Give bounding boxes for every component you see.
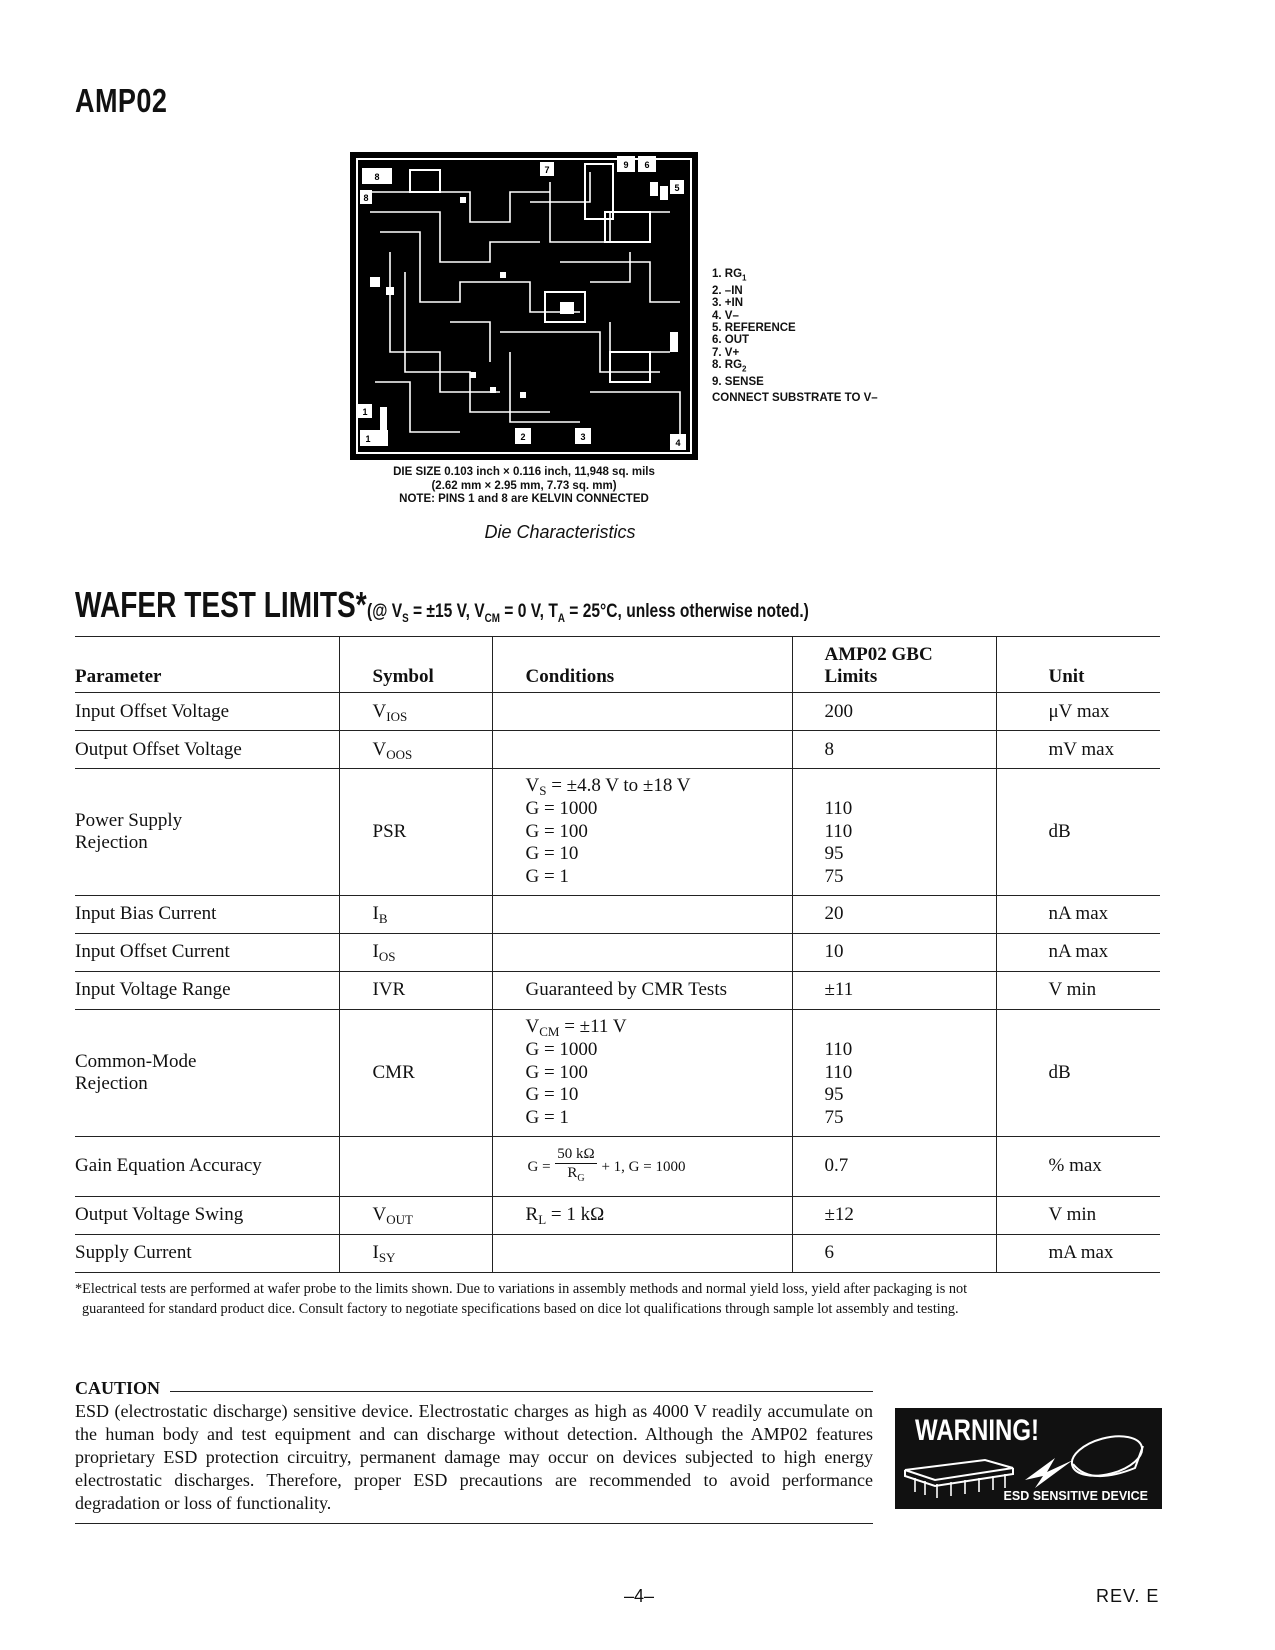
table-footnote: *Electrical tests are performed at wafer probe to the limits shown. Due to variations in assembly methods and normal yield loss, yield after packaging is not guaranteed for standard product dice. Consult factory to negotiate specifications based on dice lot qualifications through sample lot assembly and testing. xyxy=(75,1281,968,1317)
die-pin-label: 4 xyxy=(675,438,681,448)
page-number: –4– xyxy=(623,1586,655,1606)
die-size-mm-line: (2.62 mm × 2.95 mm, 7.73 sq. mm) xyxy=(431,479,617,492)
die-pin-label: 9 xyxy=(623,160,629,170)
die-pin-label: 8 xyxy=(374,172,380,182)
pin-legend-item: 8. $RG_2$ xyxy=(712,359,747,374)
pin-legend-item: 5. REFERENCE xyxy=(712,321,796,334)
table-row: Gain Equation Accuracy G = $\frac{50 k\Omega}{R_G}$ + 1, G = 1000 0.7 % max xyxy=(75,1136,1160,1196)
warning-title: WARNING! xyxy=(915,1414,1039,1447)
col-conditions: Conditions xyxy=(492,637,792,693)
col-symbol: Symbol xyxy=(339,637,492,693)
pin-legend-item: 4. V– xyxy=(712,309,739,322)
caution-rule xyxy=(170,1391,873,1392)
die-pin-label: 7 xyxy=(544,165,550,175)
table-row: Supply Current $I_{SY}$ 6 mA max xyxy=(75,1234,1160,1272)
part-number-header: AMP02 xyxy=(75,82,168,119)
table-row: Input Offset Voltage $V_{IOS}$ 200 μV max xyxy=(75,693,1160,731)
caution-bottom-rule xyxy=(75,1523,873,1524)
table-row: Power Supply Rejection PSR $V_S = \pm 4.8$ V to ±18 V G = 1000 G = 100 G = 10 G = 1 110 110 95 75 dB xyxy=(75,769,1160,896)
wafer-title-text: WAFER TEST LIMITS* xyxy=(75,584,367,625)
caution-heading: CAUTION xyxy=(75,1378,161,1398)
die-pin-label: 3 xyxy=(580,432,586,442)
die-size-line: DIE SIZE 0.103 inch × 0.116 inch, 11,948 sq. mils xyxy=(393,466,655,478)
die-layout-graphic xyxy=(350,152,698,460)
pin-legend-item: 7. V+ xyxy=(712,346,740,359)
wafer-conditions: (@ $V_S = \pm 15$ V, $V_{CM} = 0$ V, $T_A = 25^\circ C$, unless otherwise noted.) xyxy=(367,601,809,625)
pin-legend-item: 2. –IN xyxy=(712,284,743,297)
pin-legend-item: 6. OUT xyxy=(712,334,750,347)
wafer-test-title xyxy=(75,584,906,626)
die-pin-label: 1 xyxy=(362,407,368,417)
die-pin-label: 2 xyxy=(520,432,526,442)
table-header-row xyxy=(75,637,1160,693)
substrate-note: CONNECT SUBSTRATE TO V– xyxy=(712,392,878,404)
table-row: Input Offset Current $I_{OS}$ 10 nA max xyxy=(75,933,1160,971)
col-unit: Unit xyxy=(996,637,1160,693)
esd-warning-badge xyxy=(895,1408,1162,1509)
pin-legend-item: 9. SENSE xyxy=(712,375,764,388)
die-pin-label: 8 xyxy=(363,193,369,203)
caution-body: ESD (electrostatic discharge) sensitive device. Electrostatic charges as high as 4000 V readily accumulate on the human body and test equipment and can discharge without detection. Although the AMP02 features proprietary ESD protection circuitry, permanent damage may occur on devices subjected to high energy electrostatic discharges. Therefore, proper ESD precautions are recommended to avoid performance degradation or loss of functionality. xyxy=(75,1401,873,1513)
col-limits: AMP02 GBC Limits xyxy=(792,637,996,693)
table-row: Common-Mode Rejection CMR $V_{CM} = \pm 11$ V G = 1000 G = 100 G = 10 G = 1 110 110 95 75 dB xyxy=(75,1009,1160,1136)
die-pin-label: 6 xyxy=(644,160,650,170)
die-caption: Die Characteristics xyxy=(484,522,636,542)
pin-legend-item: 1. $RG_1$ xyxy=(712,268,747,283)
pin-legend xyxy=(712,268,796,388)
kelvin-note: NOTE: PINS 1 and 8 are KELVIN CONNECTED xyxy=(399,493,649,505)
die-size-notes xyxy=(350,466,698,507)
table-row: Input Bias Current $I_B$ 20 nA max xyxy=(75,895,1160,933)
col-parameter: Parameter xyxy=(75,637,339,693)
table-row: Output Offset Voltage $V_{OOS}$ 8 mV max xyxy=(75,731,1160,769)
die-pin-label: 1 xyxy=(365,434,371,444)
die-photo xyxy=(350,152,698,460)
revision-label: REV. E xyxy=(1096,1586,1160,1606)
wafer-test-table xyxy=(75,636,1160,1273)
die-pin-label: 5 xyxy=(674,183,680,193)
gain-equation: G = $\frac{50 k\Omega}{R_G}$ + 1, G = 1000 xyxy=(492,1136,792,1196)
warning-subtitle: ESD SENSITIVE DEVICE xyxy=(1003,1489,1148,1503)
pin-legend-item: 3. +IN xyxy=(712,297,744,310)
table-row: Input Voltage Range IVR Guaranteed by CMR Tests ±11 V min xyxy=(75,971,1160,1009)
table-row: Output Voltage Swing $V_{OUT}$ $R_L = 1$ kΩ ±12 V min xyxy=(75,1196,1160,1234)
